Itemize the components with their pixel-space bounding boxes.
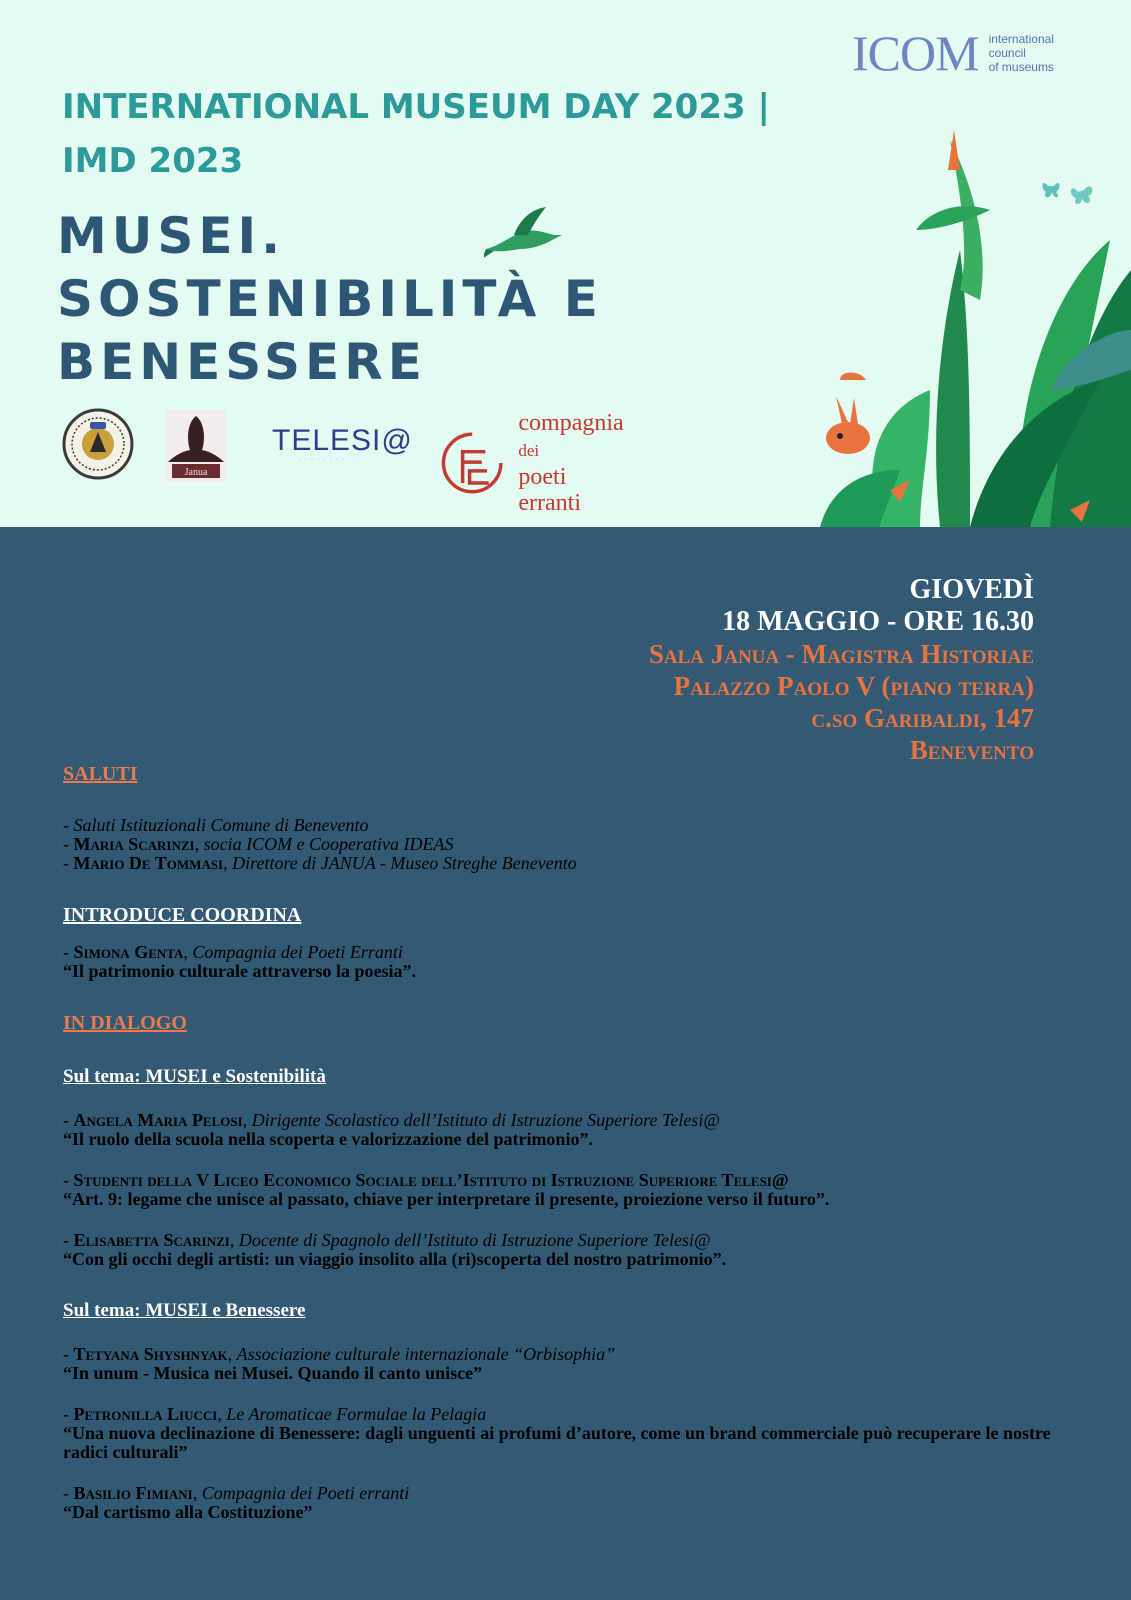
compagnia-poeti-erranti-logo [440, 410, 633, 516]
bird-illustration [484, 205, 564, 261]
section-heading-dialogo: IN DIALOGO [63, 1012, 187, 1034]
speaker-line: - Angela Maria Pelosi, Dirigente Scolastico dell’Istituto di Istruzione Superiore Telesi@ [63, 1110, 720, 1130]
saluti-item: - Mario De Tommasi, Direttore di JANUA - Museo Streghe Benevento [63, 853, 577, 873]
talk-title: “Con gli occhi degli artisti: un viaggio insolito alla (ri)scoperta del nostro patrimonio”. [63, 1249, 727, 1269]
section-heading-saluti: SALUTI [63, 763, 138, 785]
event-city: Benevento [909, 735, 1034, 765]
talk-title: “Una nuova declinazione di Benessere: dagli unguenti ai profumi d’autore, come un brand commerciale può recuperare le nostre radici culturali” [63, 1423, 1051, 1462]
talk-title: “In unum - Musica nei Musei. Quando il canto unisce” [63, 1363, 483, 1383]
saluti-item: - Maria Scarinzi, socia ICOM e Cooperativa IDEAS [63, 834, 454, 854]
event-address: c.so Garibaldi, 147 [811, 703, 1034, 733]
event-venue: Sala Janua - Magistra Historiae [648, 639, 1034, 669]
icom-wordmark: ICOM [852, 25, 979, 81]
icom-logo [852, 25, 1054, 81]
imd-title: INTERNATIONAL MUSEUM DAY 2023 | IMD 2023 [62, 87, 770, 181]
header-panel [0, 0, 1131, 527]
section-heading-introduce: INTRODUCE COORDINA [63, 904, 302, 926]
rabbit-illustration [826, 396, 870, 454]
theme-title: MUSEI. SOSTENIBILITÀ E BENESSERE [57, 207, 603, 391]
ideas-seal-logo [62, 408, 134, 480]
speaker-line: - Elisabetta Scarinzi, Docente di Spagnolo dell’Istituto di Istruzione Superiore Telesi@ [63, 1230, 711, 1250]
icom-subtitle: international council of museums [988, 32, 1054, 74]
event-info [649, 574, 1034, 766]
topic-heading-benessere: Sul tema: MUSEI e Benessere [63, 1300, 306, 1321]
saluti-item: - Saluti Istituzionali Comune di Benevento [63, 815, 369, 835]
speaker-line: - Tetyana Shyshnyak, Associazione culturale internazionale “Orbisophia” [63, 1344, 616, 1364]
svg-text:Janua: Janua [184, 467, 208, 478]
speaker-line: - Basilio Fimiani, Compagnia dei Poeti erranti [63, 1483, 410, 1503]
event-day: GIOVEDÌ [909, 574, 1034, 605]
poeti-erranti-mark [440, 426, 504, 500]
janua-logo [166, 410, 226, 482]
speaker-line: - Studenti della V Liceo Economico Sociale dell’Istituto di Istruzione Superiore Telesi@ [63, 1170, 789, 1190]
event-date-time: 18 MAGGIO - ORE 16.30 [722, 606, 1034, 637]
speaker-line: - Simona Genta, Compagnia dei Poeti Erranti [63, 942, 403, 962]
talk-title: “Dal cartismo alla Costituzione” [63, 1502, 313, 1522]
talk-title: “Il ruolo della scuola nella scoperta e valorizzazione del patrimonio”. [63, 1129, 593, 1149]
poeti-erranti-text: compagnia dei poeti erranti [518, 410, 624, 516]
topic-heading-sostenibilita: Sul tema: MUSEI e Sostenibilità [63, 1066, 326, 1087]
talk-title: “Il patrimonio culturale attraverso la poesia”. [63, 961, 416, 981]
event-building: Palazzo Paolo V (piano terra) [673, 671, 1034, 701]
speaker-line: - Petronilla Liucci, Le Aromaticae Formulae la Pelagia [63, 1404, 487, 1424]
talk-title: “Art. 9: legame che unisce al passato, chiave per interpretare il presente, proiezione verso il futuro”. [63, 1189, 830, 1209]
program-list [63, 762, 1083, 1522]
plants-illustration [820, 130, 1131, 527]
telesi-logo: TELESI@ · · · · · · · · · [272, 424, 413, 463]
